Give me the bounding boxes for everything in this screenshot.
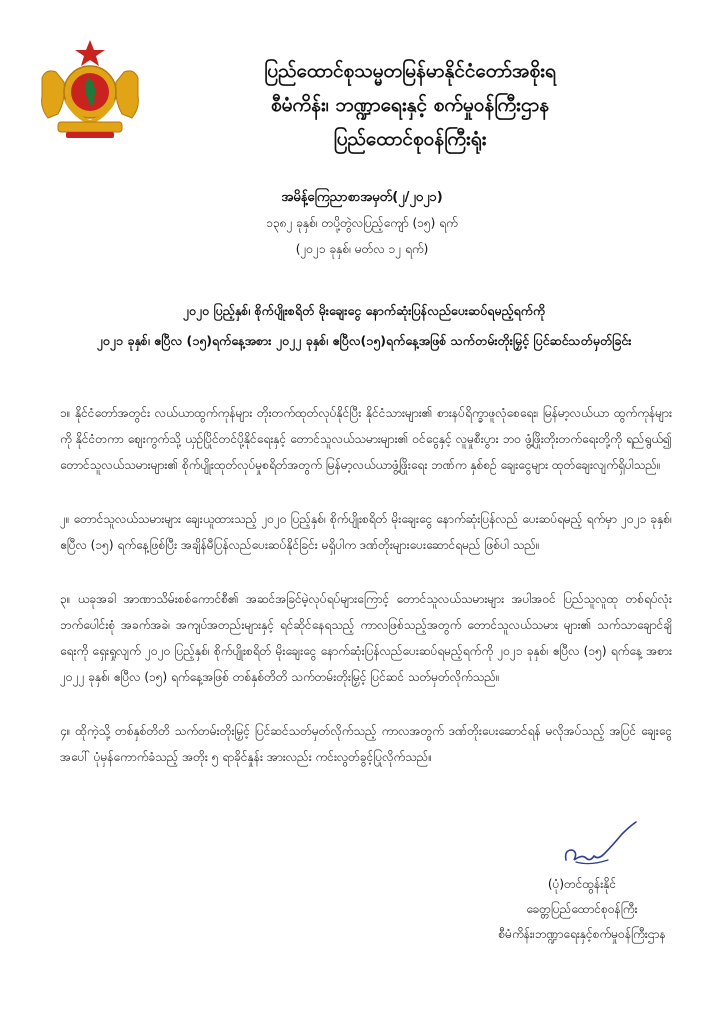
office-title: ပြည်ထောင်စုဝန်ကြီးရုံး [333, 128, 487, 150]
subject-line-1: ၂၀၂၀ ပြည့်နှစ်၊ စိုက်ပျိုးစရိတ် မိုးချေးငွေ နောက်ဆုံးပြန်လည်ပေးဆပ်ရမည့်ရက်ကို [182, 303, 546, 318]
state-emblem-icon [36, 38, 144, 142]
subject-heading [44, 296, 684, 356]
paragraph-number: ၁။ [60, 406, 71, 420]
paragraph-text: ထိုကဲ့သို့ တစ်နှစ်တိတိ သက်တမ်းတိုးမြှင့် ပြင်ဆင်သတ်မှတ်လိုက်သည့် ကာလအတွက် ဒဏ်တိုးပေးဆောင်ရန် မလိုအပ်သည့် အပြင် ချေးငွေအပေါ် ပုံမှန်ကောက်ခံသည့် အတိုး ၅ ရာခိုင်နှုန်း အားလည်း ကင်းလွတ်ခွင့်ပြုလိုက်သည်။ [60, 724, 672, 764]
signatory-title: ခေတ္တပြည်ထောင်စုဝန်ကြီး [526, 902, 638, 916]
subject-line-2: ၂၀၂၁ ခုနှစ်၊ ဧပြီလ (၁၅)ရက်နေ့အစား ၂၀၂၂ ခုနှစ်၊ ဧပြီလ(၁၅)ရက်နေ့အဖြစ် သက်တမ်းတိုးမြှင့် ပြင်ဆင်သတ်မှတ်ခြင်း [96, 333, 632, 348]
signatory-name: (ပုံ)တင်ထွန်းနိုင် [547, 877, 617, 891]
letterhead [160, 54, 660, 156]
paragraph-1 [60, 400, 672, 478]
handwritten-signature-icon [560, 820, 640, 870]
paragraph-number: ၃။ [60, 592, 71, 606]
document-body [60, 400, 672, 798]
memo-reference: အမိန့်ကြေညာစာအမှတ်(၂/၂၀၂၁) [281, 190, 443, 205]
paragraph-text: တောင်သူလယ်သမားများ ချေးယူထားသည့် ၂၀၂၀ ပြည့်နှစ်၊ စိုက်ပျိုးစရိတ် မိုးချေးငွေ နောက်ဆုံးပြန်လည် ပေးဆပ်ရမည့် ရက်မှာ ၂၀၂၁ ခုနှစ်၊ ဧပြီလ (၁၅) ရက်နေ့ဖြစ်ပြီး အချိန်မီပြန်လည်ပေးဆပ်နိုင်ခြင်း မရှိပါက ဒဏ်တိုးများပေးဆောင်ရမည် ဖြစ်ပါ သည်။ [60, 512, 672, 552]
paragraph-4 [60, 718, 672, 770]
paragraph-3 [60, 586, 672, 690]
memo-block [150, 186, 574, 262]
memo-date-myanmar: ၁၃၈၂ ခုနှစ်၊ တပို့တွဲလပြည့်ကျော် (၁၅) ရက် [266, 216, 458, 230]
paragraph-number: ၂။ [60, 512, 70, 526]
ministry-title: စီမံကိန်း၊ ဘဏ္ဍာရေးနှင့် စက်မှုဝန်ကြီးဌာန [270, 94, 550, 116]
paragraph-text: နိုင်ငံတော်အတွင်း လယ်ယာထွက်ကုန်များ တိုးတက်ထုတ်လုပ်နိုင်ပြီး နိုင်ငံသားများ၏ စားနပ်ရိက္ခာဖူလုံစေရေး၊ မြန်မာ့လယ်ယာ ထွက်ကုန်များကို နိုင်ငံတကာ ဈေးကွက်သို့ ယှဉ်ပြိုင်တင်ပို့နိုင်ရေးနှင့် တောင်သူလယ်သမားများ၏ ဝင်ငွေနှင့် လူမှုစီးပွား ဘဝ ဖွံ့ဖြိုးတိုးတက်ရေးတို့ကို ရည်ရွယ်၍ တောင်သူလယ်သမားများ၏ စိုက်ပျိုးထုတ်လုပ်မှုစရိတ်အတွက် မြန်မာ့လယ်ယာဖွံ့ဖြိုးရေး ဘဏ်က နှစ်စဉ် ချေးငွေများ ထုတ်ချေးလျက်ရှိပါသည်။ [60, 406, 672, 472]
paragraph-text: ယခုအခါ အာဏာသိမ်းစစ်ကောင်စီ၏ အဆင်အခြင်မဲ့လုပ်ရပ်များကြောင့် တောင်သူလယ်သမားများ အပါအဝင် ပြည်သူလူထု တစ်ရပ်လုံး ဘက်ပေါင်းစုံ အခက်အခဲ၊ အကျပ်အတည်းများနှင့် ရင်ဆိုင်နေရသည့် ကာလဖြစ်သည့်အတွက် တောင်သူလယ်သမား များ၏ သက်သာချောင်ချိရေးကို ရှေးရှုလျက် ၂၀၂၀ ပြည့်နှစ်၊ စိုက်ပျိုးစရိတ် မိုးချေးငွေ နောက်ဆုံးပြန်လည်ပေးဆပ်ရမည့်ရက်ကို ၂၀၂၁ ခုနှစ်၊ ဧပြီလ (၁၅) ရက်နေ့ အစား ၂၀၂၂ ခုနှစ်၊ ဧပြီလ (၁၅) ရက်နေ့အဖြစ် တစ်နှစ်တိတိ သက်တမ်းတိုးမြှင့် ပြင်ဆင် သတ်မှတ်လိုက်သည်။ [60, 592, 672, 684]
signatory-block [472, 872, 692, 947]
memo-date-gregorian: (၂၀၂၁ ခုနှစ်၊ မတ်လ ၁၂ ရက်) [295, 242, 429, 256]
paragraph-number: ၄။ [60, 724, 71, 738]
government-title: ပြည်ထောင်စုသမ္မတမြန်မာနိုင်ငံတော်အစိုးရ [264, 60, 556, 82]
signatory-ministry: စီမံကိန်း၊ဘဏ္ဍာရေးနှင့်စက်မှုဝန်ကြီးဌာန [498, 927, 666, 941]
paragraph-2 [60, 506, 672, 558]
